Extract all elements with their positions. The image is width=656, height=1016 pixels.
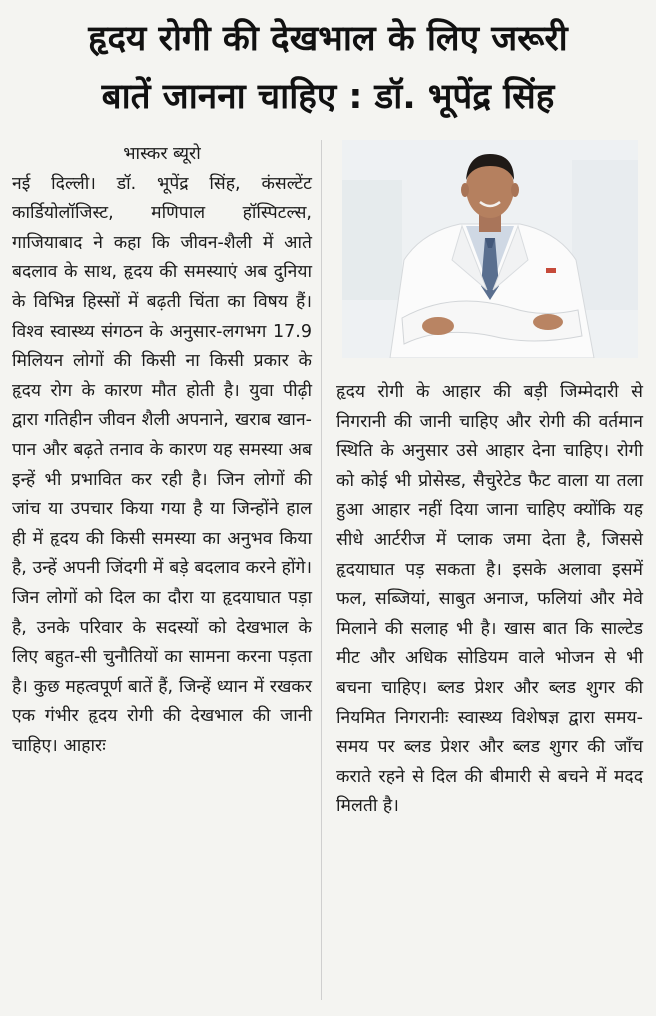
doctor-portrait-photo: [342, 140, 638, 358]
article-right-column: [336, 378, 643, 822]
article-body-right: हृदय रोगी के आहार की बड़ी जिम्मेदारी से निगरानी की जानी चाहिए और रोगी की वर्तमान स्थिति के अनुसार उसे आहार देना चाहिए। रोगी को कोई भी प्रोसेस्ड, सैचुरेटेड फैट वाला या तला हुआ आहार नहीं दिया जाना चाहिए क्योंकि यह सीधे आर्टरीज में प्लाक जमा देता है, जिससे हृदयाघात पड़ सकता है। इसके अलावा इसमें फल, सब्जियां, साबुत अनाज, फलियां और मेवे मिलाने की सलाह भी है। खास बात कि साल्टेड मीट और अधिक सोडियम वाले भोजन से भी बचना चाहिए। ब्लड प्रेशर और ब्लड शुगर की नियमित निगरानीः स्वास्थ्य विशेषज्ञ द्वारा समय-समय पर ब्लड प्रेशर और ब्लड शुगर की जाँच कराते रहने से दिल की बीमारी से बचने में मदद मिलती है।: [336, 382, 643, 817]
byline: भास्कर ब्यूरो: [123, 144, 201, 164]
article-left-column: [12, 140, 312, 761]
headline: [8, 10, 648, 126]
headline-line-2: बातें जानना चाहिए : डॉ. भूपेंद्र सिंह: [101, 77, 555, 117]
headline-line-1: हृदय रोगी की देखभाल के लिए जरूरी: [88, 19, 568, 59]
article-body-left: नई दिल्ली। डॉ. भूपेंद्र सिंह, कंसल्टेंट कार्डियोलॉजिस्ट, मणिपाल हॉस्पिटल्स, गाजियाबाद ने कहा कि जीवन-शैली में आते बदलाव के साथ, हृदय की समस्याएं अब दुनिया के विभिन्न हिस्सों में बढ़ती चिंता का विषय हैं। विश्व स्वास्थ्य संगठन के अनुसार-लगभग 17.9 मिलियन लोगों की किसी ना किसी प्रकार के हृदय रोग के कारण मौत होती है। युवा पीढ़ी द्वारा गतिहीन जीवन शैली अपनाने, खराब खान-पान और बढ़ते तनाव के कारण यह समस्या अब इन्हें भी प्रभावित कर रही है। जिन लोगों की जांच या उपचार किया गया है या जिन्होंने हाल ही में हृदय की किसी समस्या का अनुभव किया है, उन्हें अपनी जिंदगी में बड़े बदलाव करने होंगे। जिन लोगों को दिल का दौरा या हृदयाघात पड़ा है, उनके परिवार के सदस्यों को देखभाल के लिए बहुत-सी चुनौतियों का सामना करना पड़ता है। कुछ महत्वपूर्ण बातें हैं, जिन्हें ध्यान में रखकर एक गंभीर हृदय रोगी की देखभाल की जानी चाहिए। आहारः: [12, 173, 312, 756]
doctor-portrait-illustration: [342, 140, 638, 358]
column-divider: [321, 140, 322, 1000]
